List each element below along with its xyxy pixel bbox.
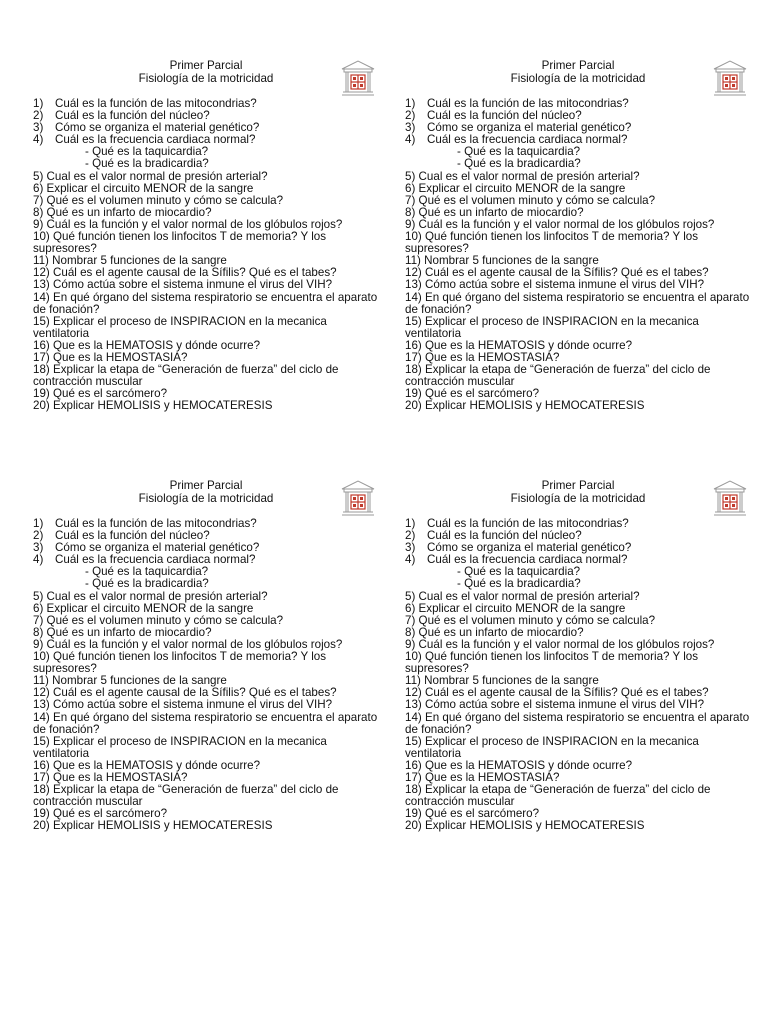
- question-text: Qué es el sarcómero?: [425, 387, 540, 401]
- exam-title-line-2: Fisiología de la motricidad: [138, 491, 274, 505]
- question-item: [33, 292, 381, 316]
- question-text: Cual es el valor normal de presión arterial?: [418, 589, 640, 603]
- question-text: Cómo se organiza el material genético?: [427, 121, 632, 135]
- question-number: 17): [33, 770, 50, 784]
- question-number: 7): [33, 613, 44, 627]
- question-number: 14): [405, 710, 422, 724]
- question-text: Cómo actúa sobre el sistema inmune el virus del VIH?: [425, 278, 705, 292]
- exam-title-line-1: Primer Parcial: [169, 479, 243, 492]
- question-number: 19): [405, 387, 422, 401]
- question-number: 3): [33, 541, 44, 555]
- question-number: 2): [33, 109, 44, 123]
- exam-copy-top-right: [405, 58, 755, 458]
- exam-header: [33, 478, 383, 518]
- question-text: Explicar la etapa de “Generación de fuerza” del ciclo de contracción muscular: [405, 783, 714, 809]
- question-number: 9): [33, 217, 44, 231]
- question-text: Explicar el circuito MENOR de la sangre: [418, 181, 626, 195]
- question-list: [33, 98, 383, 412]
- question-number: 18): [33, 783, 50, 797]
- question-number: 12): [33, 686, 50, 700]
- question-number: 16): [33, 758, 50, 772]
- question-text: Explicar el circuito MENOR de la sangre: [46, 181, 254, 195]
- question-number: 18): [33, 363, 50, 377]
- question-number: 13): [33, 278, 50, 292]
- question-text: Cuál es la función de las mitocondrias?: [55, 97, 257, 110]
- sub-question-text: - Qué es la bradicardia?: [85, 577, 209, 591]
- exam-title: [33, 60, 379, 85]
- question-number: 20): [33, 819, 50, 833]
- question-text: Explicar HEMOLISIS y HEMOCATERESIS: [53, 399, 273, 413]
- question-number: 9): [405, 217, 416, 231]
- exam-copy: [33, 478, 383, 878]
- question-text: Cómo actúa sobre el sistema inmune el virus del VIH?: [425, 698, 705, 712]
- question-number: 19): [405, 807, 422, 821]
- question-text: Nombrar 5 funciones de la sangre: [424, 674, 599, 688]
- question-text: Qué es el sarcómero?: [53, 387, 168, 401]
- question-text: Nombrar 5 funciones de la sangre: [52, 674, 227, 688]
- question-text: Qué es el sarcómero?: [425, 807, 540, 821]
- sub-question-text: - Qué es la bradicardia?: [457, 577, 581, 591]
- question-text: Que es la HEMOSTASIA?: [425, 350, 560, 364]
- question-item: [33, 712, 381, 736]
- question-text: Que es la HEMOSTASIA?: [53, 770, 188, 784]
- question-text: Cuál es la función y el valor normal de los glóbulos rojos?: [46, 637, 343, 651]
- question-number: 6): [33, 181, 44, 195]
- question-number: 8): [405, 625, 416, 639]
- question-number: 20): [405, 399, 422, 413]
- question-number: 5): [405, 589, 416, 603]
- question-number: 11): [33, 674, 49, 688]
- question-number: 4): [33, 553, 44, 567]
- question-text: Qué función tienen los linfocitos T de memoria? Y los supresores?: [405, 230, 702, 256]
- question-list: [405, 518, 755, 832]
- question-number: 20): [33, 399, 50, 413]
- exam-copy-bottom-right: [405, 478, 755, 878]
- question-text: Cuál es la función de las mitocondrias?: [427, 517, 629, 530]
- sub-question-text: - Qué es la taquicardia?: [457, 565, 581, 579]
- building-crest-icon: [710, 58, 750, 98]
- question-text: Explicar HEMOLISIS y HEMOCATERESIS: [425, 399, 645, 413]
- question-number: 15): [33, 314, 50, 328]
- question-text: Cómo se organiza el material genético?: [55, 121, 260, 135]
- question-text: Explicar HEMOLISIS y HEMOCATERESIS: [53, 819, 273, 833]
- exam-header: [405, 58, 755, 98]
- question-number: 15): [405, 734, 422, 748]
- question-text: Cuál es la función del núcleo?: [55, 109, 210, 123]
- question-number: 13): [405, 278, 422, 292]
- question-number: 1): [405, 517, 416, 530]
- question-text: Qué es el volumen minuto y cómo se calcula?: [46, 193, 284, 207]
- question-item: [405, 292, 753, 316]
- question-text: Nombrar 5 funciones de la sangre: [424, 254, 599, 268]
- question-number: 1): [33, 97, 44, 110]
- question-number: 10): [405, 230, 422, 244]
- question-item: [33, 784, 381, 808]
- question-list: [405, 98, 755, 412]
- question-text: Que es la HEMATOSIS y dónde ocurre?: [425, 758, 633, 772]
- exam-header: [405, 478, 755, 518]
- exam-title-line-1: Primer Parcial: [541, 479, 615, 492]
- question-text: Cómo se organiza el material genético?: [55, 541, 260, 555]
- question-text: Cuál es la función y el valor normal de los glóbulos rojos?: [418, 217, 715, 231]
- question-item: [33, 820, 381, 832]
- question-text: Qué es el volumen minuto y cómo se calcula?: [418, 193, 656, 207]
- question-text: Qué es el volumen minuto y cómo se calcula?: [418, 613, 656, 627]
- question-number: 9): [33, 637, 44, 651]
- question-number: 11): [33, 254, 49, 268]
- question-text: En qué órgano del sistema respiratorio se encuentra el aparato de fonación?: [405, 290, 753, 316]
- exam-title: [405, 60, 751, 85]
- question-text: Qué es el sarcómero?: [53, 807, 168, 821]
- question-text: Explicar el circuito MENOR de la sangre: [46, 601, 254, 615]
- question-number: 20): [405, 819, 422, 833]
- question-item: [33, 736, 381, 760]
- question-number: 6): [33, 601, 44, 615]
- question-text: Cuál es el agente causal de la Sífilis? Qué es el tabes?: [425, 686, 709, 700]
- question-number: 9): [405, 637, 416, 651]
- question-number: 2): [405, 529, 416, 543]
- question-number: 3): [405, 121, 416, 135]
- question-number: 4): [405, 553, 416, 567]
- sub-question-text: - Qué es la taquicardia?: [457, 145, 581, 159]
- question-text: Que es la HEMOSTASIA?: [53, 350, 188, 364]
- question-number: 5): [405, 169, 416, 183]
- question-text: Cual es el valor normal de presión arterial?: [46, 169, 268, 183]
- exam-title: [405, 480, 751, 505]
- question-text: Cuál es la frecuencia cardiaca normal?: [427, 553, 628, 567]
- question-text: Cómo actúa sobre el sistema inmune el virus del VIH?: [53, 278, 333, 292]
- question-text: Qué es un infarto de miocardio?: [418, 625, 584, 639]
- building-crest-icon: [338, 478, 378, 518]
- question-number: 18): [405, 363, 422, 377]
- question-text: Cuál es la función del núcleo?: [427, 109, 582, 123]
- question-text: Que es la HEMOSTASIA?: [425, 770, 560, 784]
- question-number: 4): [33, 133, 44, 147]
- question-number: 10): [405, 650, 422, 664]
- question-number: 16): [405, 758, 422, 772]
- question-text: Explicar la etapa de “Generación de fuerza” del ciclo de contracción muscular: [33, 783, 342, 809]
- question-number: 12): [405, 266, 422, 280]
- question-text: Que es la HEMATOSIS y dónde ocurre?: [53, 758, 261, 772]
- question-number: 15): [33, 734, 50, 748]
- question-text: Cuál es el agente causal de la Sífilis? Qué es el tabes?: [53, 686, 337, 700]
- question-text: Explicar el proceso de INSPIRACION en la mecanica ventilatoria: [33, 314, 331, 340]
- question-text: Explicar el proceso de INSPIRACION en la mecanica ventilatoria: [33, 734, 331, 760]
- question-number: 11): [405, 254, 421, 268]
- question-item: [33, 364, 381, 388]
- exam-copy: [405, 58, 755, 458]
- question-text: Qué es un infarto de miocardio?: [418, 205, 584, 219]
- exam-copy-top-left: [33, 58, 383, 458]
- question-text: Cuál es el agente causal de la Sífilis? Qué es el tabes?: [53, 266, 337, 280]
- question-item: [405, 364, 753, 388]
- question-text: Cual es el valor normal de presión arterial?: [46, 589, 268, 603]
- question-text: En qué órgano del sistema respiratorio se encuentra el aparato de fonación?: [33, 710, 381, 736]
- question-number: 11): [405, 674, 421, 688]
- question-text: Cuál es la frecuencia cardiaca normal?: [55, 553, 256, 567]
- question-text: Cuál es la función de las mitocondrias?: [55, 517, 257, 530]
- question-number: 14): [33, 710, 50, 724]
- building-crest-icon: [338, 58, 378, 98]
- question-text: Qué función tienen los linfocitos T de memoria? Y los supresores?: [405, 650, 702, 676]
- question-number: 13): [33, 698, 50, 712]
- question-number: 10): [33, 650, 50, 664]
- exam-title-line-2: Fisiología de la motricidad: [510, 491, 646, 505]
- question-text: Cómo actúa sobre el sistema inmune el virus del VIH?: [53, 698, 333, 712]
- question-text: Explicar la etapa de “Generación de fuerza” del ciclo de contracción muscular: [33, 363, 342, 389]
- question-text: Cuál es la función de las mitocondrias?: [427, 97, 629, 110]
- exam-header: [33, 58, 383, 98]
- question-number: 12): [405, 686, 422, 700]
- question-number: 1): [405, 97, 416, 110]
- question-item: [405, 400, 753, 412]
- exam-title-line-1: Primer Parcial: [541, 59, 615, 72]
- question-number: 14): [33, 290, 50, 304]
- exam-title-line-1: Primer Parcial: [169, 59, 243, 72]
- sub-question-text: - Qué es la bradicardia?: [85, 157, 209, 171]
- exam-copy: [405, 478, 755, 878]
- question-number: 17): [33, 350, 50, 364]
- question-text: Explicar HEMOLISIS y HEMOCATERESIS: [425, 819, 645, 833]
- sub-question-text: - Qué es la taquicardia?: [85, 145, 209, 159]
- exam-title-line-2: Fisiología de la motricidad: [510, 71, 646, 85]
- question-text: Cuál es la función y el valor normal de los glóbulos rojos?: [418, 637, 715, 651]
- question-text: Cual es el valor normal de presión arterial?: [418, 169, 640, 183]
- question-item: [33, 651, 381, 675]
- sub-question-text: - Qué es la taquicardia?: [85, 565, 209, 579]
- question-text: En qué órgano del sistema respiratorio se encuentra el aparato de fonación?: [33, 290, 381, 316]
- question-item: [33, 316, 381, 340]
- question-text: Cuál es la frecuencia cardiaca normal?: [55, 133, 256, 147]
- exam-copy-bottom-left: [33, 478, 383, 878]
- question-text: Qué es un infarto de miocardio?: [46, 625, 212, 639]
- question-number: 3): [405, 541, 416, 555]
- question-text: Cuál es la frecuencia cardiaca normal?: [427, 133, 628, 147]
- question-number: 8): [405, 205, 416, 219]
- question-number: 19): [33, 807, 50, 821]
- question-text: Cuál es la función y el valor normal de los glóbulos rojos?: [46, 217, 343, 231]
- question-item: [405, 784, 753, 808]
- question-number: 18): [405, 783, 422, 797]
- question-number: 3): [33, 121, 44, 135]
- question-text: Explicar el proceso de INSPIRACION en la mecanica ventilatoria: [405, 314, 703, 340]
- question-text: En qué órgano del sistema respiratorio se encuentra el aparato de fonación?: [405, 710, 753, 736]
- question-item: [405, 651, 753, 675]
- question-text: Explicar la etapa de “Generación de fuerza” del ciclo de contracción muscular: [405, 363, 714, 389]
- question-number: 5): [33, 589, 44, 603]
- question-text: Que es la HEMATOSIS y dónde ocurre?: [425, 338, 633, 352]
- question-item: [405, 316, 753, 340]
- question-number: 2): [33, 529, 44, 543]
- question-number: 15): [405, 314, 422, 328]
- question-number: 1): [33, 517, 44, 530]
- question-text: Explicar el proceso de INSPIRACION en la mecanica ventilatoria: [405, 734, 703, 760]
- exam-copy: [33, 58, 383, 458]
- question-text: Qué función tienen los linfocitos T de memoria? Y los supresores?: [33, 650, 330, 676]
- question-number: 13): [405, 698, 422, 712]
- question-number: 6): [405, 601, 416, 615]
- question-text: Explicar el circuito MENOR de la sangre: [418, 601, 626, 615]
- question-number: 16): [405, 338, 422, 352]
- question-item: [33, 231, 381, 255]
- question-number: 7): [405, 193, 416, 207]
- question-text: Cuál es la función del núcleo?: [427, 529, 582, 543]
- question-number: 14): [405, 290, 422, 304]
- question-number: 5): [33, 169, 44, 183]
- question-number: 19): [33, 387, 50, 401]
- sub-question-text: - Qué es la bradicardia?: [457, 157, 581, 171]
- question-number: 8): [33, 205, 44, 219]
- question-item: [405, 231, 753, 255]
- question-number: 12): [33, 266, 50, 280]
- question-number: 7): [405, 613, 416, 627]
- question-number: 2): [405, 109, 416, 123]
- question-item: [405, 820, 753, 832]
- question-item: [405, 736, 753, 760]
- question-text: Qué es un infarto de miocardio?: [46, 205, 212, 219]
- question-list: [33, 518, 383, 832]
- question-text: Que es la HEMATOSIS y dónde ocurre?: [53, 338, 261, 352]
- question-text: Cómo se organiza el material genético?: [427, 541, 632, 555]
- question-text: Cuál es la función del núcleo?: [55, 529, 210, 543]
- question-number: 16): [33, 338, 50, 352]
- question-text: Qué es el volumen minuto y cómo se calcula?: [46, 613, 284, 627]
- question-number: 8): [33, 625, 44, 639]
- question-item: [33, 400, 381, 412]
- question-number: 7): [33, 193, 44, 207]
- question-number: 17): [405, 350, 422, 364]
- question-text: Qué función tienen los linfocitos T de memoria? Y los supresores?: [33, 230, 330, 256]
- building-crest-icon: [710, 478, 750, 518]
- exam-title-line-2: Fisiología de la motricidad: [138, 71, 274, 85]
- question-number: 6): [405, 181, 416, 195]
- exam-title: [33, 480, 379, 505]
- question-item: [405, 712, 753, 736]
- question-number: 10): [33, 230, 50, 244]
- question-number: 17): [405, 770, 422, 784]
- question-text: Nombrar 5 funciones de la sangre: [52, 254, 227, 268]
- question-text: Cuál es el agente causal de la Sífilis? Qué es el tabes?: [425, 266, 709, 280]
- question-number: 4): [405, 133, 416, 147]
